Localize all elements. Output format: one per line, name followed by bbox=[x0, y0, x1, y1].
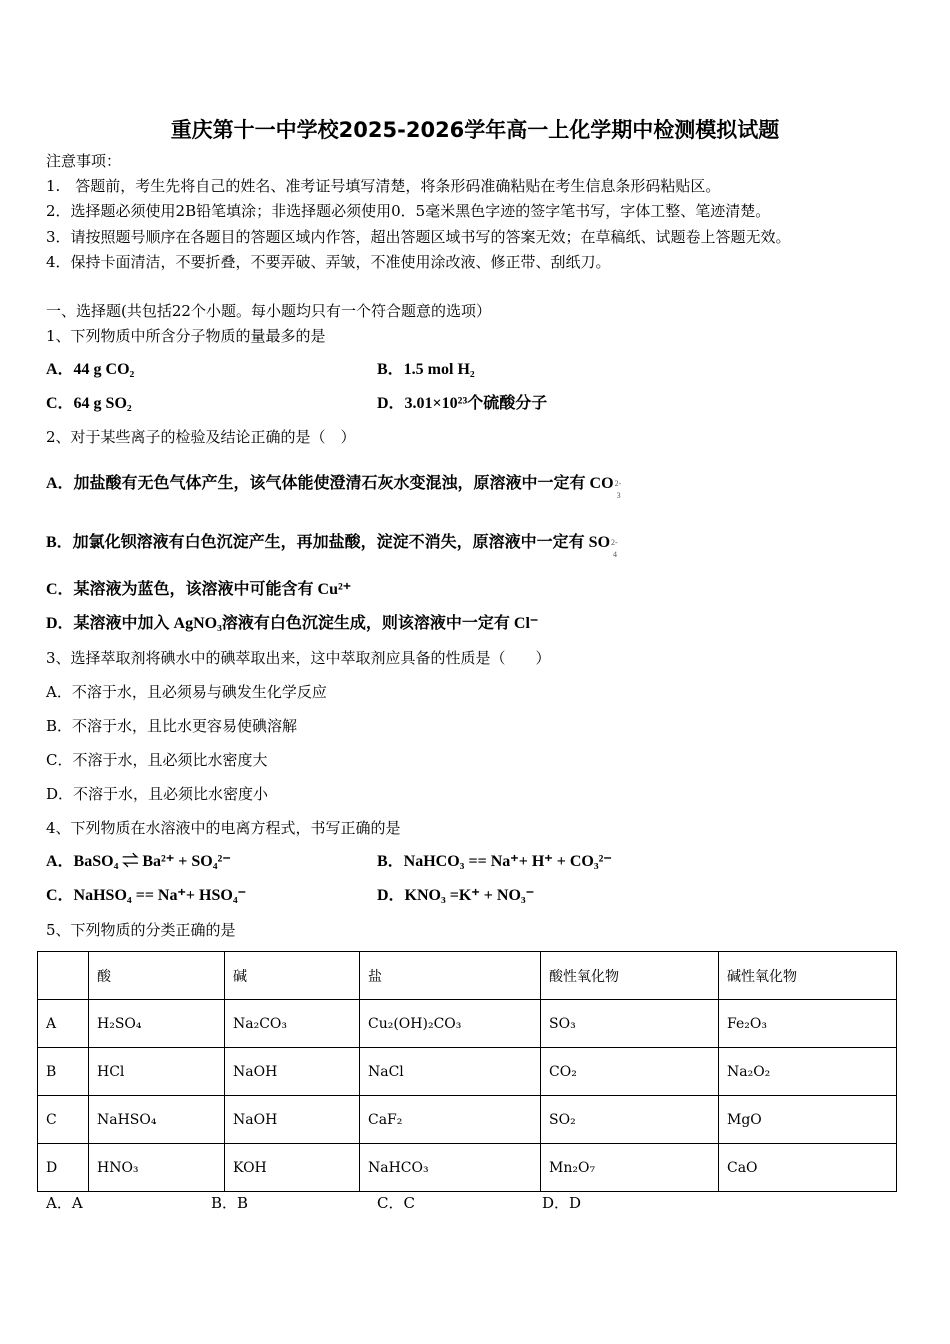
q1-option-a[interactable]: A．44 g CO₂ bbox=[46, 361, 135, 378]
q5-option-a[interactable]: A．A bbox=[46, 1194, 83, 1212]
q3-option-d[interactable]: D．不溶于水，且必须比水密度小 bbox=[46, 785, 269, 803]
q5-option-b[interactable]: B．B bbox=[211, 1194, 249, 1212]
q1-option-c[interactable]: C．64 g SO₂ bbox=[46, 395, 132, 412]
table-cell: A bbox=[38, 1000, 89, 1048]
q3-option-a[interactable]: A．不溶于水，且必须易与碘发生化学反应 bbox=[46, 683, 327, 701]
q2-option-a[interactable] bbox=[46, 474, 626, 500]
header-cell: 碱性氧化物 bbox=[719, 952, 897, 1000]
table-cell: NaOH bbox=[225, 1048, 360, 1096]
notes-heading: 注意事项： bbox=[46, 152, 122, 170]
header-cell: 盐 bbox=[360, 952, 541, 1000]
header-cell: 酸性氧化物 bbox=[541, 952, 719, 1000]
table-cell: HCl bbox=[89, 1048, 225, 1096]
table-cell: MgO bbox=[719, 1096, 897, 1144]
table-cell: NaHCO₃ bbox=[360, 1144, 541, 1192]
table-cell: Mn₂O₇ bbox=[541, 1144, 719, 1192]
q2-option-b[interactable] bbox=[46, 533, 622, 559]
header-cell: 酸 bbox=[89, 952, 225, 1000]
table-cell: CaO bbox=[719, 1144, 897, 1192]
table-header-row bbox=[38, 952, 897, 1000]
index-sub: 4 bbox=[613, 550, 618, 559]
table-cell: Fe₂O₃ bbox=[719, 1000, 897, 1048]
page-title: 重庆第十一中学校2025-2026学年高一上化学期中检测模拟试题 bbox=[170, 118, 780, 142]
table-cell: SO₃ bbox=[541, 1000, 719, 1048]
table-cell: NaOH bbox=[225, 1096, 360, 1144]
note-item: 3．请按照题号顺序在各题目的答题区域内作答，超出答题区域书写的答案无效；在草稿纸、试题卷上答题无效。 bbox=[46, 228, 791, 246]
table-cell: NaCl bbox=[360, 1048, 541, 1096]
q5-option-d[interactable]: D．D bbox=[542, 1194, 582, 1212]
classification-table bbox=[37, 951, 897, 1192]
table-row bbox=[38, 1000, 897, 1048]
q5-option-c[interactable]: C．C bbox=[377, 1194, 415, 1212]
table-cell: Na₂O₂ bbox=[719, 1048, 897, 1096]
table-row bbox=[38, 1048, 897, 1096]
section-heading: 一、选择题(共包括22个小题。每小题均只有一个符合题意的选项） bbox=[46, 302, 491, 320]
table-cell: NaHSO₄ bbox=[89, 1096, 225, 1144]
table-cell: CO₂ bbox=[541, 1048, 719, 1096]
table-row bbox=[38, 1096, 897, 1144]
q3-option-c[interactable]: C．不溶于水，且必须比水密度大 bbox=[46, 751, 268, 769]
q2-b-text: B．加氯化钡溶液有白色沉淀产生，再加盐酸，淀淀不消失，原溶液中一定有 SO bbox=[46, 534, 611, 551]
table-cell: C bbox=[38, 1096, 89, 1144]
q2-option-c[interactable]: C．某溶液为蓝色，该溶液中可能含有 Cu²⁺ bbox=[46, 581, 352, 598]
table-cell: B bbox=[38, 1048, 89, 1096]
table-cell: HNO₃ bbox=[89, 1144, 225, 1192]
q4-option-d[interactable]: D．KNO₃ =K⁺ + NO₃⁻ bbox=[377, 887, 535, 904]
q1-option-d[interactable]: D．3.01×10²³个硫酸分子 bbox=[377, 395, 548, 412]
table-row bbox=[38, 1144, 897, 1192]
q2-a-text: A．加盐酸有无色气体产生，该气体能使澄清石灰水变混浊，原溶液中一定有 CO bbox=[46, 475, 614, 492]
table-cell: D bbox=[38, 1144, 89, 1192]
question-4-stem: 4、下列物质在水溶液中的电离方程式，书写正确的是 bbox=[46, 819, 401, 837]
q4-option-a[interactable]: A．BaSO₄ ⇌ Ba²⁺ + SO₄²⁻ bbox=[46, 853, 231, 870]
table-cell: CaF₂ bbox=[360, 1096, 541, 1144]
q4-option-b[interactable]: B．NaHCO₃ == Na⁺+ H⁺ + CO₃²⁻ bbox=[377, 853, 612, 870]
charge-sup: 2- bbox=[611, 538, 618, 547]
question-2-stem: 2、对于某些离子的检验及结论正确的是（ ） bbox=[46, 428, 356, 446]
index-sub: 3 bbox=[616, 491, 621, 500]
question-3-stem: 3、选择萃取剂将碘水中的碘萃取出来，这中萃取剂应具备的性质是（ ） bbox=[46, 649, 551, 667]
question-1-stem: 1、下列物质中所含分子物质的量最多的是 bbox=[46, 327, 326, 345]
header-cell bbox=[38, 952, 89, 1000]
q4-option-c[interactable]: C．NaHSO₄ == Na⁺+ HSO₄⁻ bbox=[46, 887, 247, 904]
note-item: 4．保持卡面清洁，不要折叠，不要弄破、弄皱，不准使用涂改液、修正带、刮纸刀。 bbox=[46, 253, 611, 271]
q1-option-b[interactable]: B．1.5 mol H₂ bbox=[377, 361, 475, 378]
table-cell: KOH bbox=[225, 1144, 360, 1192]
table-cell: Na₂CO₃ bbox=[225, 1000, 360, 1048]
header-cell: 碱 bbox=[225, 952, 360, 1000]
question-5-stem: 5、下列物质的分类正确的是 bbox=[46, 921, 236, 939]
q3-option-b[interactable]: B．不溶于水，且比水更容易使碘溶解 bbox=[46, 717, 298, 735]
table-cell: H₂SO₄ bbox=[89, 1000, 225, 1048]
q2-option-d[interactable]: D．某溶液中加入 AgNO₃溶液有白色沉淀生成，则该溶液中一定有 Cl⁻ bbox=[46, 615, 539, 632]
table-cell: Cu₂(OH)₂CO₃ bbox=[360, 1000, 541, 1048]
table-cell: SO₂ bbox=[541, 1096, 719, 1144]
charge-sup: 2- bbox=[614, 479, 622, 488]
note-item: 1. 答题前，考生先将自己的姓名、准考证号填写清楚，将条形码准确粘贴在考生信息条形码粘贴区。 bbox=[46, 177, 721, 195]
note-item: 2．选择题必须使用2B铅笔填涂；非选择题必须使用0．5毫米黑色字迹的签字笔书写，字体工整、笔迹清楚。 bbox=[46, 202, 771, 220]
